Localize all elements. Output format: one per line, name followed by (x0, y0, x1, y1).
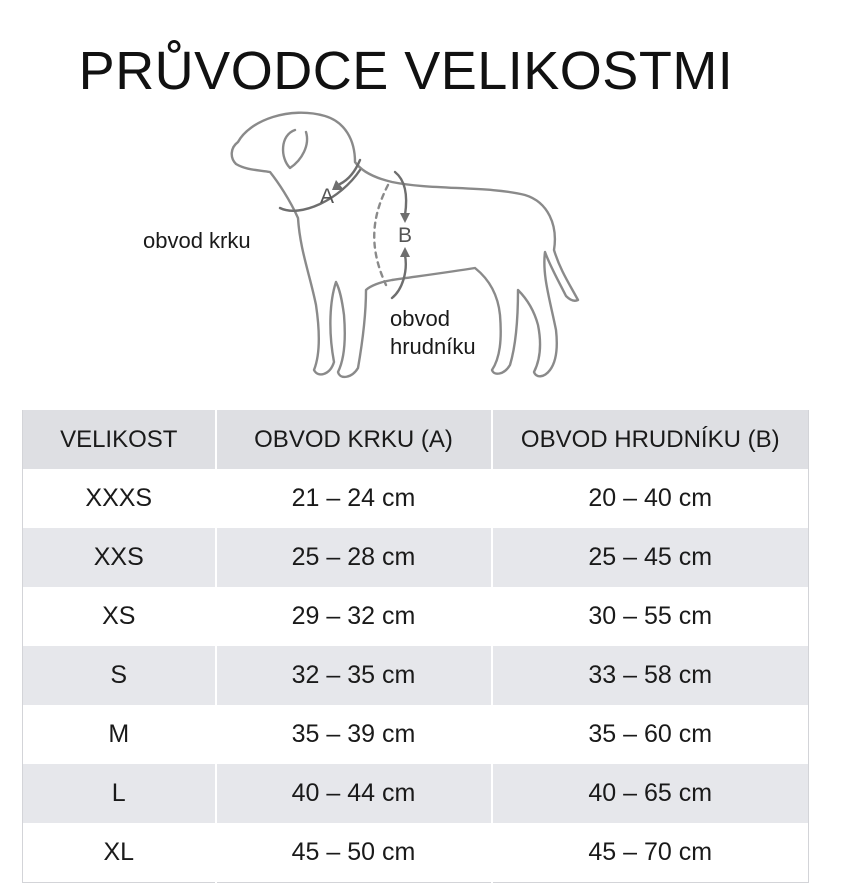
cell-size: XL (23, 823, 216, 883)
header-neck: OBVOD KRKU (A) (216, 410, 492, 469)
cell-chest: 33 – 58 cm (492, 646, 809, 705)
cell-size: XXXS (23, 469, 216, 528)
table-row (23, 705, 809, 764)
cell-neck: 32 – 35 cm (216, 646, 492, 705)
cell-size: XS (23, 587, 216, 646)
cell-size: L (23, 764, 216, 823)
table-header-row (23, 410, 809, 469)
label-chest-circumference: obvod hrudníku (390, 306, 476, 359)
table-row (23, 587, 809, 646)
table-row (23, 764, 809, 823)
table-row (23, 823, 809, 883)
table-row (23, 469, 809, 528)
cell-chest: 35 – 60 cm (492, 705, 809, 764)
cell-chest: 40 – 65 cm (492, 764, 809, 823)
cell-chest: 20 – 40 cm (492, 469, 809, 528)
chest-arrow-bottom (392, 255, 406, 298)
page-title: PRŮVODCE VELIKOSTMI (78, 41, 734, 102)
chest-dashed-line (374, 185, 388, 285)
dog-ear-outline (283, 130, 307, 168)
cell-neck: 29 – 32 cm (216, 587, 492, 646)
cell-chest: 45 – 70 cm (492, 823, 809, 883)
table-row (23, 528, 809, 587)
header-chest: OBVOD HRUDNÍKU (B) (492, 410, 809, 469)
size-table (22, 410, 809, 883)
label-neck-circumference: obvod krku (143, 228, 251, 253)
cell-neck: 45 – 50 cm (216, 823, 492, 883)
cell-size: XXS (23, 528, 216, 587)
chest-arrow-top (395, 172, 406, 215)
cell-neck: 21 – 24 cm (216, 469, 492, 528)
cell-chest: 25 – 45 cm (492, 528, 809, 587)
cell-chest: 30 – 55 cm (492, 587, 809, 646)
cell-neck: 40 – 44 cm (216, 764, 492, 823)
cell-neck: 25 – 28 cm (216, 528, 492, 587)
cell-size: S (23, 646, 216, 705)
marker-a: A (320, 185, 335, 208)
cell-neck: 35 – 39 cm (216, 705, 492, 764)
header-size: VELIKOST (23, 410, 216, 469)
marker-b: B (398, 224, 413, 247)
table-row (23, 646, 809, 705)
cell-size: M (23, 705, 216, 764)
